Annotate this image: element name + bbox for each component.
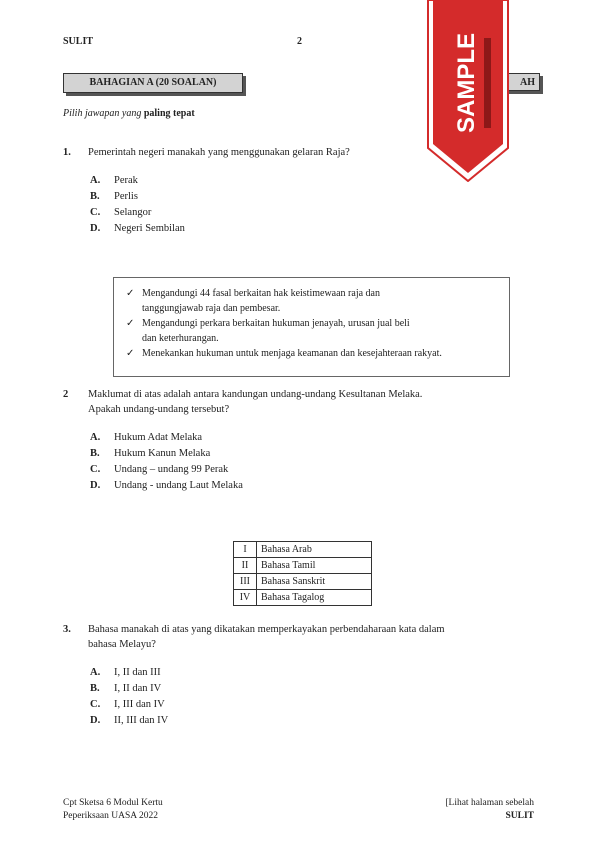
option-a[interactable] — [90, 665, 168, 681]
option-b[interactable] — [90, 681, 168, 697]
question-2-options — [90, 430, 243, 494]
instruction — [63, 108, 195, 119]
option-a[interactable] — [90, 430, 243, 446]
option-text: Undang - undang Laut Melaka — [114, 480, 243, 491]
table-cell-num: IV — [234, 590, 257, 606]
option-d[interactable] — [90, 221, 185, 237]
option-text: Negeri Sembilan — [114, 223, 185, 234]
option-c[interactable] — [90, 697, 168, 713]
question-1-options — [90, 173, 185, 237]
checkmark-icon: ✓ — [126, 288, 135, 299]
option-text: I, II dan III — [114, 667, 161, 678]
sample-ribbon-icon — [427, 0, 509, 182]
table-row — [234, 542, 372, 558]
section-title: BAHAGIAN A (20 SOALAN) — [63, 73, 243, 93]
table-cell-num: I — [234, 542, 257, 558]
instruction-bold: paling tepat — [143, 108, 195, 119]
checkmark-icon: ✓ — [126, 348, 135, 359]
option-c[interactable] — [90, 205, 185, 221]
question-number: 1. — [63, 147, 71, 158]
question-3 — [63, 622, 445, 652]
bullet-item — [122, 316, 501, 346]
checkmark-icon: ✓ — [126, 318, 135, 329]
option-label: B. — [90, 448, 100, 459]
option-text: Hukum Adat Melaka — [114, 432, 203, 443]
section-tag: AH — [478, 73, 540, 91]
option-label: B. — [90, 683, 100, 694]
bullet-line: Mengandungi 44 fasal berkaitan hak keistimewaan raja dan — [142, 288, 380, 299]
watermark-text: SAMPLE — [453, 32, 480, 133]
question-3-options — [90, 665, 168, 729]
table-row — [234, 574, 372, 590]
info-box — [113, 277, 510, 377]
footer-line: Peperiksaan UASA 2022 — [63, 811, 158, 821]
page-number: 2 — [297, 36, 302, 47]
footer-right — [445, 797, 534, 823]
option-label: A. — [90, 432, 101, 443]
table-cell-name: Bahasa Arab — [257, 542, 372, 558]
question-text: Bahasa manakah di atas yang dikatakan memperkayakan perbendaharaan kata dalam — [88, 624, 445, 635]
bullet-line: dan keterhurangan. — [142, 333, 219, 344]
bullet-line: Mengandungi perkara berkaitan hukuman jenayah, urusan jual beli — [142, 318, 410, 329]
bullet-line: Menekankan hukuman untuk menjaga keamanan dan kesejahteraan rakyat. — [142, 348, 442, 359]
option-text: Perak — [114, 175, 138, 186]
question-text: Maklumat di atas adalah antara kandungan undang-undang Kesultanan Melaka. — [88, 389, 423, 400]
option-label: C. — [90, 464, 101, 475]
option-d[interactable] — [90, 478, 243, 494]
option-label: A. — [90, 667, 101, 678]
question-text: Apakah undang-undang tersebut? — [88, 404, 230, 415]
option-label: B. — [90, 191, 100, 202]
option-text: II, III dan IV — [114, 715, 169, 726]
header-sulit: SULIT — [63, 36, 94, 47]
question-number: 2 — [63, 389, 69, 400]
bullet-item — [122, 346, 501, 361]
option-text: I, III dan IV — [114, 699, 165, 710]
option-text: Hukum Kanun Melaka — [114, 448, 211, 459]
option-b[interactable] — [90, 446, 243, 462]
option-label: C. — [90, 699, 101, 710]
question-text: Pemerintah negeri manakah yang menggunakan gelaran Raja? — [88, 147, 350, 158]
footer-left — [63, 797, 163, 823]
option-b[interactable] — [90, 189, 185, 205]
footer-line: SULIT — [505, 811, 534, 821]
option-text: I, II dan IV — [114, 683, 162, 694]
option-c[interactable] — [90, 462, 243, 478]
option-label: D. — [90, 715, 101, 726]
question-2 — [63, 387, 422, 417]
option-text: Selangor — [114, 207, 152, 218]
table-row — [234, 558, 372, 574]
option-text: Undang – undang 99 Perak — [114, 464, 229, 475]
table-cell-name: Bahasa Sanskrit — [257, 574, 372, 590]
table-cell-num: III — [234, 574, 257, 590]
question-1 — [63, 145, 350, 160]
table-cell-name: Bahasa Tagalog — [257, 590, 372, 606]
question-text: bahasa Melayu? — [88, 639, 156, 650]
table-row — [234, 590, 372, 606]
option-label: D. — [90, 223, 101, 234]
bullet-line: tanggungjawab raja dan pembesar. — [142, 303, 281, 314]
instruction-prefix: Pilih jawapan yang — [63, 108, 142, 119]
option-d[interactable] — [90, 713, 168, 729]
question-number: 3. — [63, 624, 71, 635]
table-cell-name: Bahasa Tamil — [257, 558, 372, 574]
option-label: A. — [90, 175, 101, 186]
option-text: Perlis — [114, 191, 138, 202]
footer-line: [Lihat halaman sebelah — [445, 798, 534, 808]
option-a[interactable] — [90, 173, 185, 189]
footer-line: Cpt Sketsa 6 Modul Kertu — [63, 798, 163, 808]
language-table — [233, 541, 372, 606]
option-label: D. — [90, 480, 101, 491]
option-label: C. — [90, 207, 101, 218]
table-cell-num: II — [234, 558, 257, 574]
bullet-item — [122, 286, 501, 316]
